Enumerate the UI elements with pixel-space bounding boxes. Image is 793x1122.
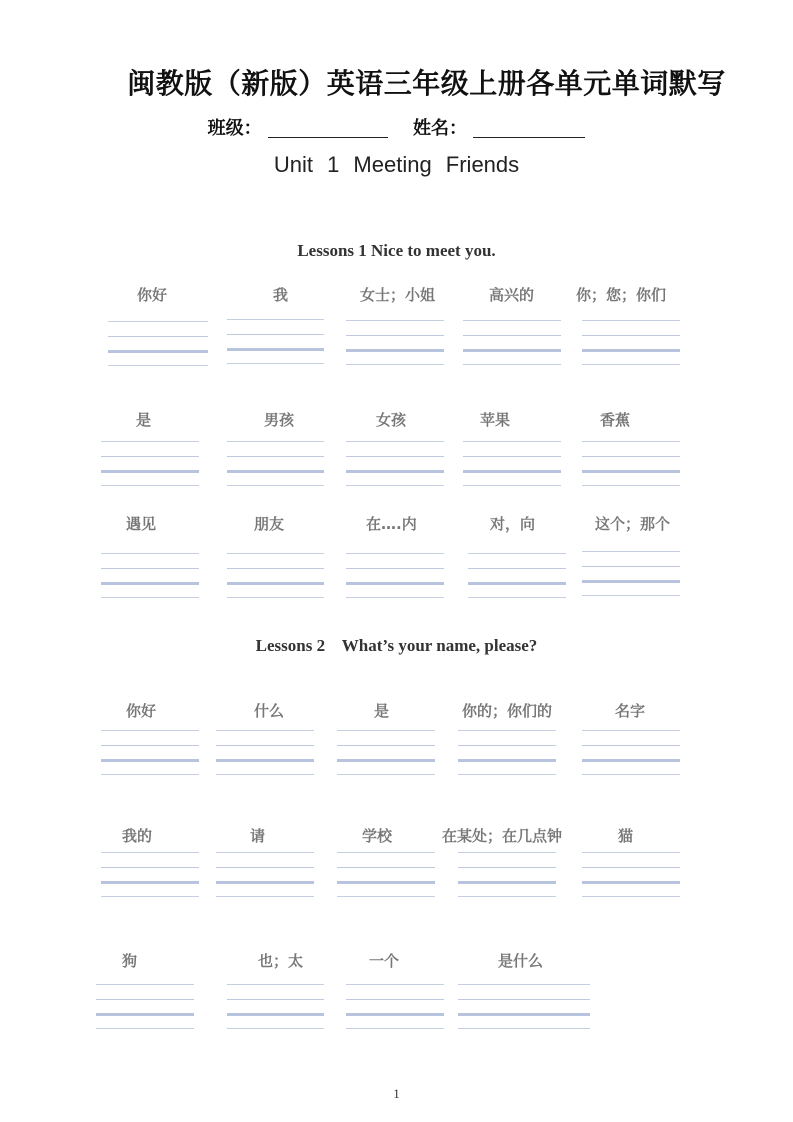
class-label: 班级： — [207, 118, 262, 139]
writing-lines[interactable] — [458, 730, 556, 776]
word-label: 是 — [136, 411, 152, 429]
word-item — [227, 284, 324, 374]
writing-lines[interactable] — [582, 730, 680, 776]
word-label: 对，向 — [490, 515, 536, 533]
word-label: 是 — [374, 702, 390, 720]
word-label: 我的 — [122, 827, 153, 845]
lesson-2-heading: Lessons 2 What’s your name, please? — [255, 636, 538, 655]
word-label: 你好 — [137, 286, 168, 304]
word-label: 我 — [273, 286, 289, 304]
word-label: 名字 — [615, 702, 646, 720]
writing-lines[interactable] — [346, 553, 444, 599]
word-item — [468, 513, 566, 603]
word-label: 在某处；在几点钟 — [442, 827, 563, 845]
word-item — [463, 409, 561, 499]
word-item — [582, 513, 680, 603]
word-label: 也；太 — [258, 952, 304, 970]
writing-lines[interactable] — [463, 441, 561, 487]
word-item — [442, 825, 563, 915]
word-item — [582, 409, 680, 499]
word-item — [337, 825, 435, 915]
word-label: 这个；那个 — [595, 515, 671, 533]
writing-lines[interactable] — [346, 441, 444, 487]
writing-lines[interactable] — [216, 730, 314, 776]
writing-lines[interactable] — [101, 441, 199, 487]
writing-lines[interactable] — [463, 320, 561, 366]
writing-lines[interactable] — [108, 321, 208, 367]
writing-lines[interactable] — [337, 852, 435, 898]
word-item — [96, 950, 194, 1040]
writing-lines[interactable] — [227, 984, 324, 1030]
word-item — [101, 513, 199, 603]
word-item — [101, 409, 199, 499]
class-blank[interactable] — [268, 119, 388, 138]
writing-lines[interactable] — [101, 852, 199, 898]
writing-lines[interactable] — [582, 551, 680, 597]
word-label: 你；您；你们 — [576, 286, 667, 304]
student-info — [0, 114, 793, 140]
writing-lines[interactable] — [337, 730, 435, 776]
word-label: 高兴的 — [489, 286, 535, 304]
word-item — [346, 513, 444, 603]
writing-lines[interactable] — [227, 553, 324, 599]
writing-lines[interactable] — [101, 730, 199, 776]
word-item — [582, 700, 680, 790]
page-number: 1 — [393, 1086, 400, 1101]
word-item — [101, 825, 199, 915]
word-item — [337, 700, 435, 790]
word-label: 你的；你们的 — [462, 702, 553, 720]
word-item — [458, 700, 556, 790]
writing-lines[interactable] — [101, 553, 199, 599]
word-item — [346, 409, 444, 499]
word-label: 学校 — [362, 827, 393, 845]
word-label: 你好 — [126, 702, 157, 720]
writing-lines[interactable] — [582, 320, 680, 366]
writing-lines[interactable] — [582, 852, 680, 898]
word-label: 请 — [250, 827, 266, 845]
word-item — [346, 284, 444, 374]
word-item — [108, 284, 208, 374]
word-item — [582, 825, 680, 915]
word-label: 女孩 — [376, 411, 407, 429]
word-label: 一个 — [369, 952, 400, 970]
word-item — [216, 825, 314, 915]
writing-lines[interactable] — [458, 984, 590, 1030]
name-label: 姓名： — [413, 118, 468, 139]
word-label: 是什么 — [498, 952, 544, 970]
writing-lines[interactable] — [346, 320, 444, 366]
word-item — [463, 284, 561, 374]
word-item — [227, 409, 324, 499]
word-label: 男孩 — [264, 411, 295, 429]
word-item — [458, 950, 590, 1040]
word-label: 女士；小姐 — [360, 286, 436, 304]
word-item — [227, 950, 324, 1040]
writing-lines[interactable] — [346, 984, 444, 1030]
word-label: 猫 — [618, 827, 634, 845]
word-item — [216, 700, 314, 790]
writing-lines[interactable] — [582, 441, 680, 487]
word-label: 在….内 — [366, 515, 417, 533]
word-item — [576, 284, 680, 374]
writing-lines[interactable] — [227, 441, 324, 487]
word-item — [227, 513, 324, 603]
writing-lines[interactable] — [96, 984, 194, 1030]
word-label: 遇见 — [126, 515, 157, 533]
word-label: 香蕉 — [600, 411, 631, 429]
writing-lines[interactable] — [458, 852, 556, 898]
lesson-1-heading: Lessons 1 Nice to meet you. — [297, 241, 496, 260]
word-label: 狗 — [122, 952, 138, 970]
writing-lines[interactable] — [468, 553, 566, 599]
unit-title: Unit 1 Meeting Friends — [273, 152, 520, 177]
word-item — [346, 950, 444, 1040]
word-label: 朋友 — [254, 515, 285, 533]
writing-lines[interactable] — [216, 852, 314, 898]
name-blank[interactable] — [473, 119, 585, 138]
page-title: 闽教版（新版）英语三年级上册各单元单词默写 — [127, 67, 726, 100]
word-label: 苹果 — [480, 411, 511, 429]
writing-lines[interactable] — [227, 319, 324, 365]
word-label: 什么 — [254, 702, 285, 720]
word-item — [101, 700, 199, 790]
